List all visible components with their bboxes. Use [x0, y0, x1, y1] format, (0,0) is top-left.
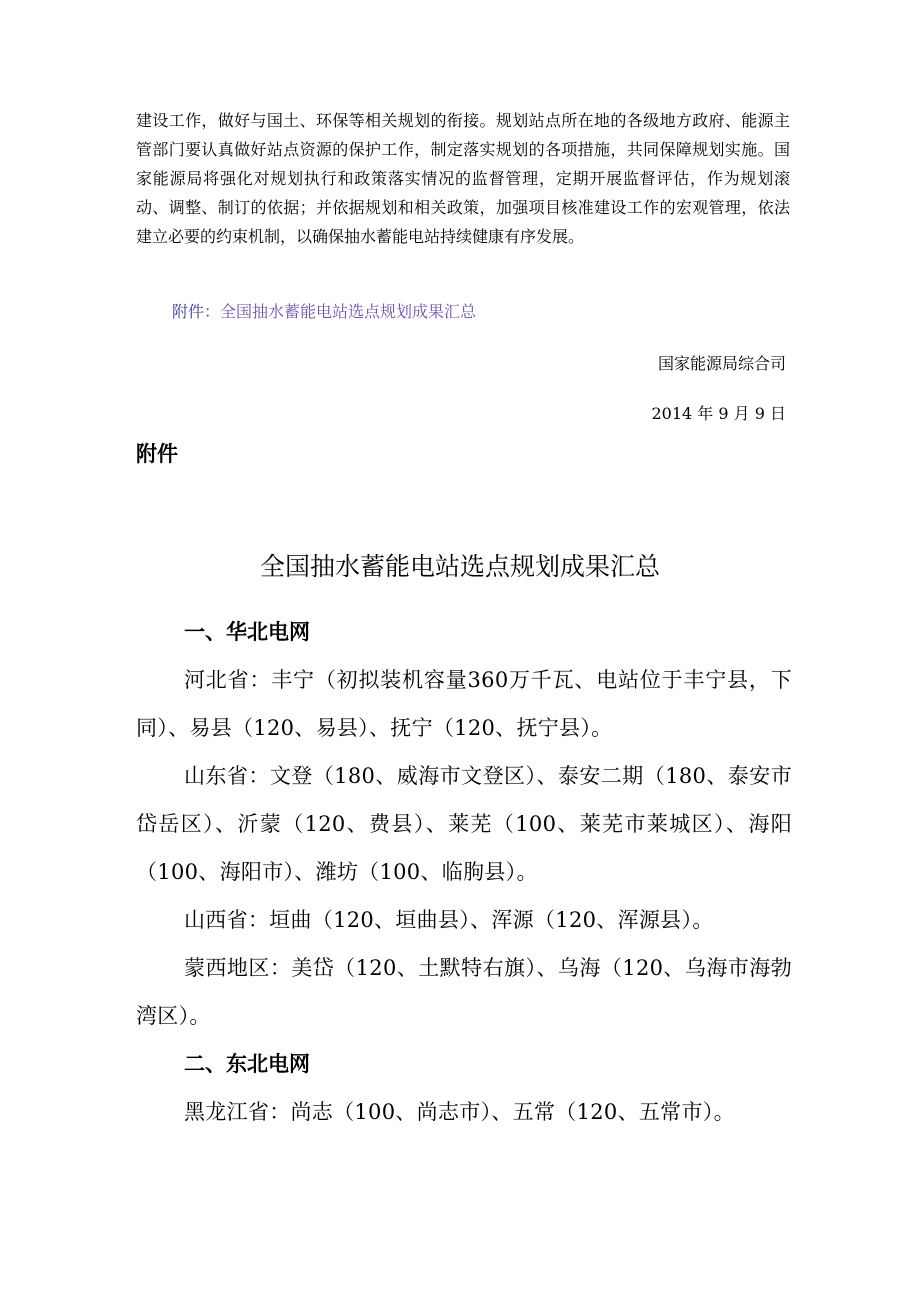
attachment-link[interactable]: 全国抽水蓄能电站选点规划成果汇总 — [220, 302, 477, 321]
annex-title: 全国抽水蓄能电站选点规划成果汇总 — [259, 552, 660, 581]
attachment-note — [172, 300, 476, 324]
entry-mengxi: 蒙西地区：美岱（120、土默特右旗）、乌海（120、乌海市海勃湾区）。 — [136, 956, 792, 1028]
signature-organization: 国家能源局综合司 — [657, 354, 786, 373]
annex-label: 附件 — [136, 442, 178, 466]
intro-paragraph: 建设工作，做好与国土、环保等相关规划的衔接。规划站点所在地的各级地方政府、能源主管部门要认真做好站点资源的保护工作，制定落实规划的各项措施，共同保障规划实施。国家能源局将强化对规划执行和政策落实情况的监督管理，定期开展监督评估，作为规划滚动、调整、制订的依据；并依据规划和相关政策，加强项目核准建设工作的宏观管理，依法建立必要的约束机制，以确保抽水蓄能电站持续健康有序发展。 — [136, 111, 790, 246]
signature-date: 2014 年 9 月 9 日 — [651, 404, 786, 423]
entry-shanxi: 山西省：垣曲（120、垣曲县）、浑源（120、浑源县）。 — [184, 908, 714, 932]
section-heading-north-china: 一、华北电网 — [184, 620, 310, 644]
entry-shandong: 山东省：文登（180、威海市文登区）、泰安二期（180、泰安市岱岳区）、沂蒙（120、费县）、莱芜（100、莱芜市莱城区）、海阳（100、海阳市）、潍坊（100、临朐县）。 — [136, 764, 792, 884]
entry-hebei: 河北省：丰宁（初拟装机容量360万千瓦、电站位于丰宁县，下同）、易县（120、易县）、抚宁（120、抚宁县）。 — [136, 668, 792, 740]
entry-heilongjiang: 黑龙江省：尚志（100、尚志市）、五常（120、五常市）。 — [184, 1100, 735, 1124]
attachment-label: 附件： — [172, 302, 221, 321]
section-heading-northeast: 二、东北电网 — [184, 1052, 310, 1076]
